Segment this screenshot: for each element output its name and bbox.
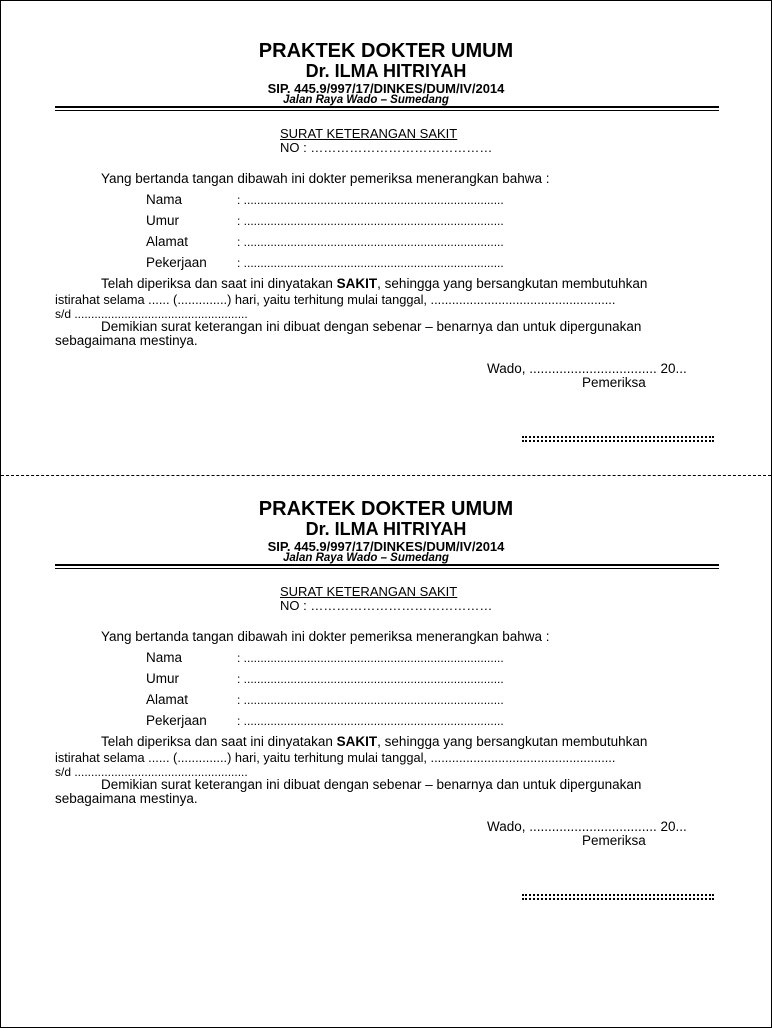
certificate-subject: SURAT KETERANGAN SAKIT xyxy=(280,126,458,141)
body-line-4: Demikian surat keterangan ini dibuat dengan sebenar – benarnya dan untuk dipergunakan xyxy=(101,777,642,792)
field-label: Alamat xyxy=(146,692,189,707)
sick-status: SAKIT xyxy=(336,276,378,291)
body-line-2: istirahat selama ...... (..............) hari, yaitu terhitung mulai tanggal, .................................................... xyxy=(55,292,616,307)
body-line-1-prefix: Telah diperiksa dan saat ini dinyatakan xyxy=(101,276,333,291)
place-date: Wado, .................................. 20... xyxy=(487,819,687,834)
body-line-1-suffix: , sehingga yang bersangkutan membutuhkan xyxy=(377,276,648,291)
clinic-title: PRAKTEK DOKTER UMUM xyxy=(258,40,514,62)
body-line-5: sebagaimana mestinya. xyxy=(55,333,198,348)
body-line-5: sebagaimana mestinya. xyxy=(55,791,198,806)
sick-certificate xyxy=(1,459,771,919)
place-date: Wado, .................................. 20... xyxy=(487,361,687,376)
field-value: : .............................................................................. xyxy=(237,214,504,228)
clinic-address: Jalan Raya Wado – Sumedang xyxy=(283,94,449,106)
certificate-number: NO : …………………………………… xyxy=(280,598,493,613)
body-line-1-suffix: , sehingga yang bersangkutan membutuhkan xyxy=(377,734,648,749)
body-line-2: istirahat selama ...... (..............) hari, yaitu terhitung mulai tanggal, .................................................... xyxy=(55,750,616,765)
field-label: Umur xyxy=(146,213,179,228)
field-value: : .............................................................................. xyxy=(237,256,504,270)
license-number: SIP. 445.9/997/17/DINKES/DUM/IV/2014 xyxy=(267,539,505,554)
header-rule-thin xyxy=(55,568,719,569)
clinic-title: PRAKTEK DOKTER UMUM xyxy=(258,498,514,520)
examiner-label: Pemeriksa xyxy=(582,833,646,848)
license-number: SIP. 445.9/997/17/DINKES/DUM/IV/2014 xyxy=(267,81,505,96)
certificate-subject: SURAT KETERANGAN SAKIT xyxy=(280,584,458,599)
field-value: : .............................................................................. xyxy=(237,672,504,686)
field-value: : .............................................................................. xyxy=(237,193,504,207)
signature-line xyxy=(522,436,714,442)
field-value: : .............................................................................. xyxy=(237,651,504,665)
field-label: Nama xyxy=(146,650,183,665)
field-label: Nama xyxy=(146,192,183,207)
sick-status: SAKIT xyxy=(336,734,378,749)
field-value: : .............................................................................. xyxy=(237,235,504,249)
doctor-name: Dr. ILMA HITRIYAH xyxy=(305,519,467,539)
field-value: : .............................................................................. xyxy=(237,693,504,707)
header-rule-thin xyxy=(55,110,719,111)
doctor-name: Dr. ILMA HITRIYAH xyxy=(305,61,467,81)
field-value: : .............................................................................. xyxy=(237,714,504,728)
clinic-address: Jalan Raya Wado – Sumedang xyxy=(283,552,449,564)
body-line-1 xyxy=(101,734,647,750)
certificate-number: NO : …………………………………… xyxy=(280,140,493,155)
body-line-3: s/d .................................................... xyxy=(55,307,248,321)
signature-line xyxy=(522,894,714,900)
examiner-label: Pemeriksa xyxy=(582,375,646,390)
field-label: Pekerjaan xyxy=(146,255,207,270)
body-line-3: s/d .................................................... xyxy=(55,765,248,779)
body-line-1 xyxy=(101,276,647,292)
body-line-1-prefix: Telah diperiksa dan saat ini dinyatakan xyxy=(101,734,333,749)
intro-text: Yang bertanda tangan dibawah ini dokter pemeriksa menerangkan bahwa : xyxy=(101,629,550,644)
header-rule-thick xyxy=(55,106,719,108)
sick-certificate xyxy=(1,1,771,461)
header-rule-thick xyxy=(55,564,719,566)
intro-text: Yang bertanda tangan dibawah ini dokter pemeriksa menerangkan bahwa : xyxy=(101,171,550,186)
field-label: Pekerjaan xyxy=(146,713,207,728)
body-line-4: Demikian surat keterangan ini dibuat dengan sebenar – benarnya dan untuk dipergunakan xyxy=(101,319,642,334)
field-label: Umur xyxy=(146,671,179,686)
field-label: Alamat xyxy=(146,234,189,249)
